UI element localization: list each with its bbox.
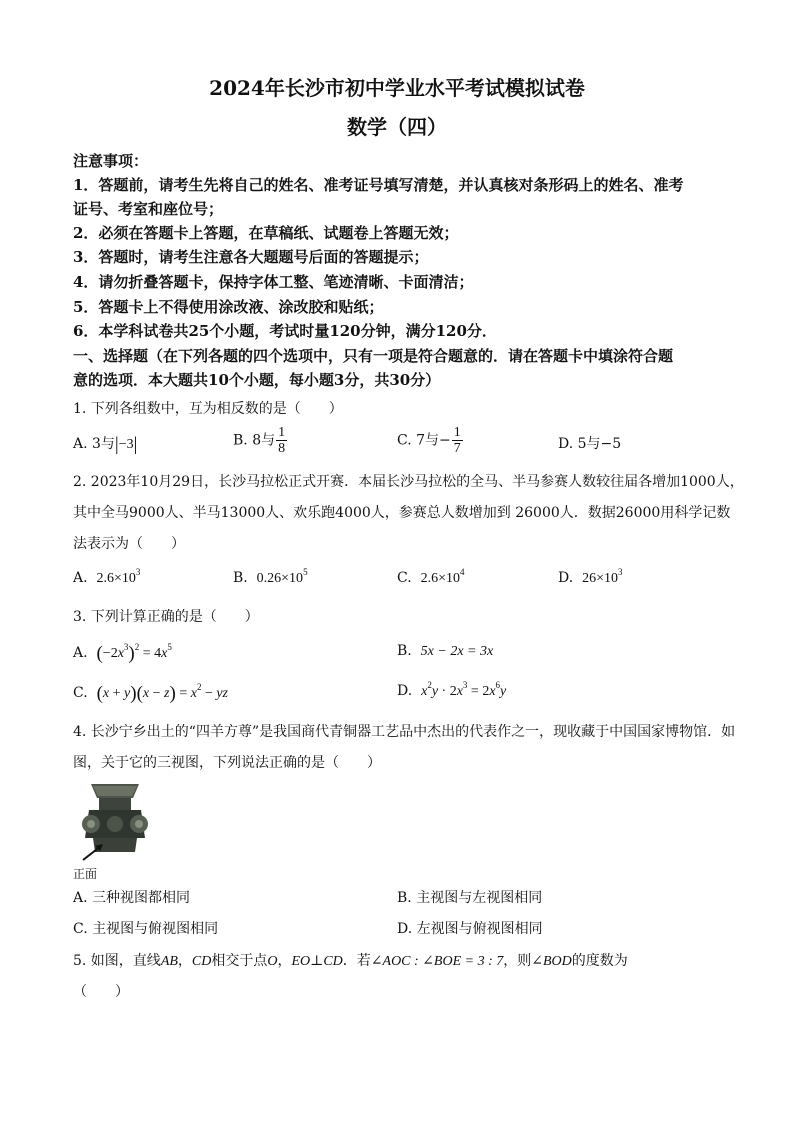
notice-item: 6．本学科试卷共25个小题，考试时量120分钟，满分120分．	[73, 322, 497, 340]
q3-option-c: C. $(x + y)(x - z) = x^2$ − yz	[73, 682, 229, 704]
question-1-stem: 1. 下列各组数中，互为相反数的是（ ）	[73, 401, 343, 417]
notice-item: 4．请勿折叠答题卡，保持字体工整、笔迹清晰、卡面清洁；	[73, 273, 474, 291]
q4-option-c: C. 主视图与俯视图相同	[73, 921, 219, 937]
q2-option-b: B. $0.26\times 10^5$	[233, 567, 308, 586]
q1-option-a: A. 3与|−3|	[73, 434, 138, 455]
question-2-stem: 2. 2023年10月29日，长沙马拉松正式开赛．本届长沙马拉松的全马、半马参赛人数较往届各增加1000人，	[73, 474, 744, 490]
question-4-stem: 图，关于它的三视图，下列说法正确的是（ ）	[73, 755, 381, 771]
notice-item: 3．答题时，请考生注意各大题题号后面的答题提示；	[73, 248, 429, 266]
question-4-stem: 4. 长沙宁乡出土的“四羊方尊”是我国商代青铜器工艺品中杰出的代表作之一，现收藏于中国国家博物馆．如	[73, 724, 736, 740]
q3-option-a: A. $(-2x^3)^2 = 4x^5$	[73, 642, 172, 664]
notice-item: 2．必须在答题卡上答题，在草稿纸、试题卷上答题无效；	[73, 224, 459, 242]
notice-item: 5．答题卡上不得使用涂改液、涂改胶和贴纸；	[73, 298, 384, 316]
q2-option-a: A. $2.6\times 10^3$	[73, 567, 141, 586]
q2-option-d: D. $26\times 10^3$	[558, 567, 623, 586]
page-subtitle: 数学（四）	[347, 115, 447, 139]
question-2-stem: 法表示为（ ）	[73, 536, 185, 552]
question-5-stem: 5. 如图，直线AB，CD相交于点O，EO⊥CD．若∠AOC : ∠BOE = 3 : 7，则∠BOD的度数为	[73, 953, 628, 969]
q4-option-b: B. 主视图与左视图相同	[397, 890, 543, 906]
notice-item: 证号、考室和座位号；	[73, 200, 224, 218]
image-caption: 正面	[73, 867, 98, 881]
question-5-stem: （ ）	[73, 984, 129, 1000]
q2-option-c: C. $2.6\times 10^4$	[397, 567, 465, 586]
question-2-stem: 其中全马9000人、半马13000人、欢乐跑4000人，参赛总人数增加到 26000人．数据26000用科学记数	[73, 505, 731, 521]
q1-option-d: D. 5与−5	[558, 436, 622, 452]
question-3-stem: 3. 下列计算正确的是（ ）	[73, 609, 259, 625]
section-heading: 一、选择题（在下列各题的四个选项中，只有一项是符合题意的．请在答题卡中填涂符合题	[73, 347, 674, 365]
q3-option-b: B. 5x − 2x = 3x	[397, 643, 494, 659]
q1-option-b: B. 8与 $\frac{1}{8}$	[233, 425, 286, 456]
q4-option-a: A. 三种视图都相同	[73, 890, 191, 906]
page-title: 2024年长沙市初中学业水平考试模拟试卷	[209, 76, 585, 100]
notice-heading: 注意事项：	[73, 152, 149, 170]
q3-option-d: D. $x^2y \cdot 2x^3 = 2x^6y$	[397, 680, 507, 699]
notice-item: 1．答题前，请考生先将自己的姓名、准考证号填写清楚，并认真核对条形码上的姓名、准考	[73, 176, 684, 194]
bronze-vessel-image	[73, 780, 157, 864]
section-heading: 意的选项．本大题共10个小题，每小题3分，共30分）	[73, 371, 441, 389]
q4-option-d: D. 左视图与俯视图相同	[397, 921, 543, 937]
q1-option-c: C. 7与− $\frac{1}{7}$	[397, 425, 461, 456]
